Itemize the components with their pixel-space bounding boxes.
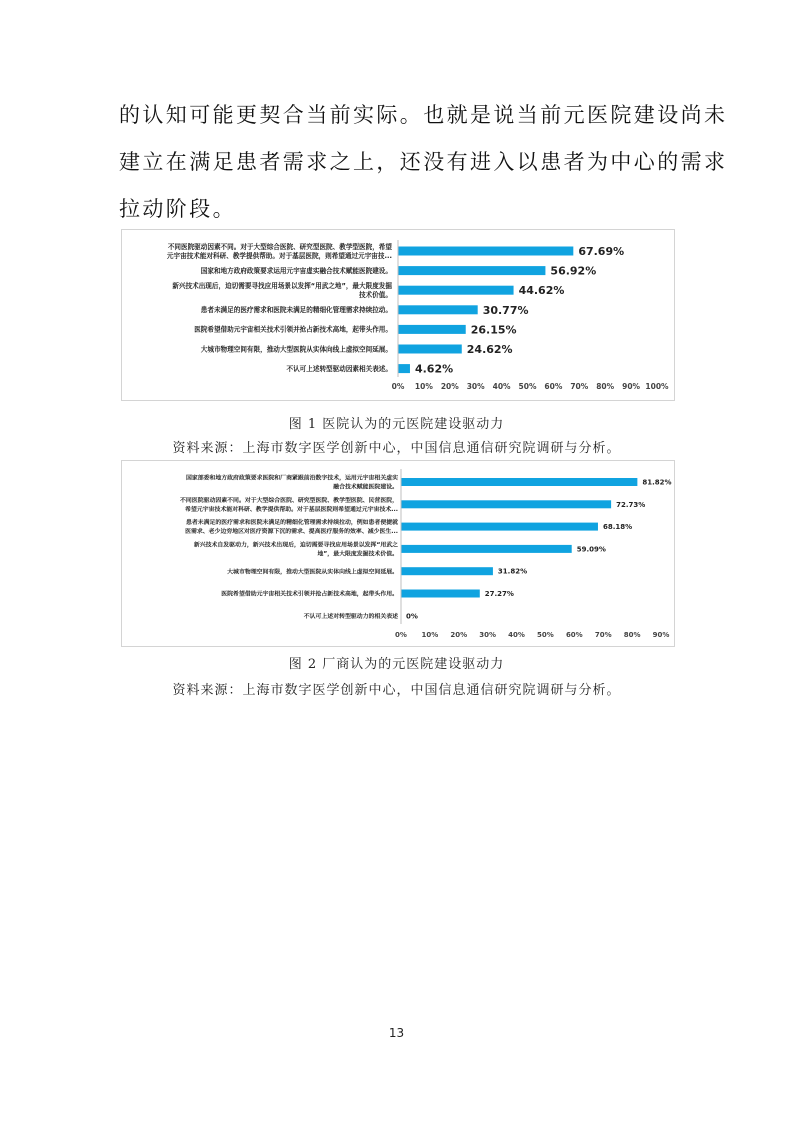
data-label: 72.73%	[616, 500, 646, 509]
category-label: 国家和地方政府政策要求运用元宇宙虚实融合技术赋能医院建设。	[200, 266, 392, 275]
x-tick-label: 30%	[466, 382, 485, 391]
category-label: 希望元宇宙技术能对科研、教学提供帮助。对于基层医院则希望通过元宇宙技术...	[185, 506, 398, 513]
category-label: 新兴技术自发驱动力，新兴技术出现后，迫切需要寻找应用场景以发挥“用武之	[193, 542, 398, 549]
x-tick-label: 40%	[508, 631, 525, 639]
data-label: 81.82%	[642, 478, 672, 487]
x-tick-label: 90%	[622, 382, 641, 391]
category-label: 大城市物理空间有限，推动大型医院从实体向线上虚拟空间延展。	[200, 345, 392, 354]
x-tick-label: 70%	[570, 382, 589, 391]
data-label: 24.62%	[466, 342, 513, 356]
bar	[398, 345, 462, 354]
category-label: 患者未满足的医疗需求和医院未满足的精细化管理需求持续拉动。	[200, 306, 392, 315]
category-label: 元宇宙技术能对科研、教学提供帮助。对于基层医院，则希望通过元宇宙技...	[166, 251, 392, 260]
bar	[398, 266, 545, 275]
x-tick-label: 20%	[450, 631, 468, 639]
bar	[401, 590, 480, 598]
category-label: 不认可上述对转型驱动力的相关表述	[303, 613, 398, 620]
data-label: 56.92%	[550, 264, 597, 278]
x-tick-label: 30%	[479, 631, 497, 639]
bar	[401, 545, 572, 553]
figure-1-source: 资料来源：上海市数字医学创新中心，中国信息通信研究院调研与分析。	[172, 441, 621, 456]
page-number: 13	[388, 1026, 405, 1040]
category-label: 技术价值。	[359, 291, 392, 300]
data-label: 27.27%	[484, 590, 514, 599]
x-tick-label: 100%	[645, 382, 669, 391]
figure-2-source: 资料来源：上海市数字医学创新中心，中国信息通信研究院调研与分析。	[172, 683, 621, 698]
body-line-1: 的认知可能更契合当前实际。也就是说当前元医院建设尚未	[119, 103, 728, 127]
data-label: 67.69%	[578, 244, 625, 258]
bar	[401, 478, 637, 486]
figure-2-svg	[122, 461, 674, 646]
bar	[401, 567, 493, 575]
x-tick-label: 40%	[492, 382, 511, 391]
category-label: 患者未满足的医疗需求和医院未满足的精细化管理需求持续拉动，例如患者便捷就	[185, 520, 398, 527]
x-tick-label: 50%	[537, 631, 554, 639]
data-label: 59.09%	[576, 545, 606, 554]
data-label: 68.18%	[602, 523, 633, 532]
bar	[398, 305, 478, 314]
category-label: 医院希望借助元宇宙相关技术引领并抢占新技术高地，起带头作用。	[194, 325, 392, 334]
bar	[401, 500, 611, 508]
data-label: 26.15%	[470, 323, 517, 337]
x-tick-label: 0%	[391, 382, 405, 391]
category-label: 医需求、老少边穷地区对医疗资源下沉的需求、提高医疗服务的效率、减少医生...	[185, 529, 398, 536]
data-label: 31.82%	[497, 567, 528, 576]
body-line-3: 拉动阶段。	[119, 197, 236, 221]
bar	[398, 364, 410, 373]
bar	[398, 247, 573, 256]
x-tick-label: 80%	[596, 382, 615, 391]
body-paragraph	[119, 92, 728, 233]
figure-1-svg	[122, 230, 674, 400]
x-tick-label: 20%	[440, 382, 459, 391]
data-label: 0%	[406, 612, 418, 621]
bar	[398, 286, 514, 295]
category-label: 医院希望借助元宇宙相关技术引领并抢占新技术高地，起带头作用。	[221, 591, 398, 598]
category-label: 不认可上述转型驱动因素相关表述。	[286, 364, 392, 373]
x-tick-label: 60%	[565, 631, 583, 639]
body-line-2: 建立在满足患者需求之上，还没有进入以患者为中心的需求	[119, 150, 728, 174]
category-label: 不同医院驱动因素不同。对于大型综合医院、研究型医院、教学型医院，希望	[167, 242, 392, 251]
category-label: 不同医院驱动因素不同。对于大型综合医院、研究型医院、教学型医院、民营医院，	[180, 497, 398, 504]
data-label: 44.62%	[518, 284, 565, 298]
category-label: 国家部委和地方政府政策要求医院和厂商紧跟前沿数字技术，运用元宇宙相关虚实	[185, 475, 398, 482]
x-tick-label: 90%	[652, 631, 670, 639]
figure-2-caption: 图 2 厂商认为的元医院建设驱动力	[288, 657, 505, 672]
x-tick-label: 0%	[395, 631, 407, 639]
data-label: 4.62%	[414, 362, 454, 376]
figure-2-chart	[121, 460, 675, 647]
x-tick-label: 10%	[421, 631, 439, 639]
category-label: 新兴技术出现后，迫切需要寻找应用场景以发挥“用武之地”，最大限度发掘	[172, 282, 392, 291]
x-tick-label: 60%	[544, 382, 563, 391]
x-tick-label: 80%	[623, 631, 641, 639]
category-label: 大城市物理空间有限，推动大型医院从实体向线上虚拟空间延展。	[227, 569, 398, 576]
x-tick-label: 10%	[414, 382, 433, 391]
bar	[398, 325, 466, 334]
category-label: 地”，最大限度发掘技术价值。	[317, 551, 398, 558]
figure-1-chart	[121, 229, 675, 401]
data-label: 30.77%	[482, 303, 529, 317]
bar	[401, 523, 598, 531]
figure-1-caption: 图 1 医院认为的元医院建设驱动力	[288, 417, 505, 432]
category-label: 融合技术赋能医院建设。	[333, 484, 398, 491]
x-tick-label: 50%	[518, 382, 537, 391]
x-tick-label: 70%	[594, 631, 612, 639]
